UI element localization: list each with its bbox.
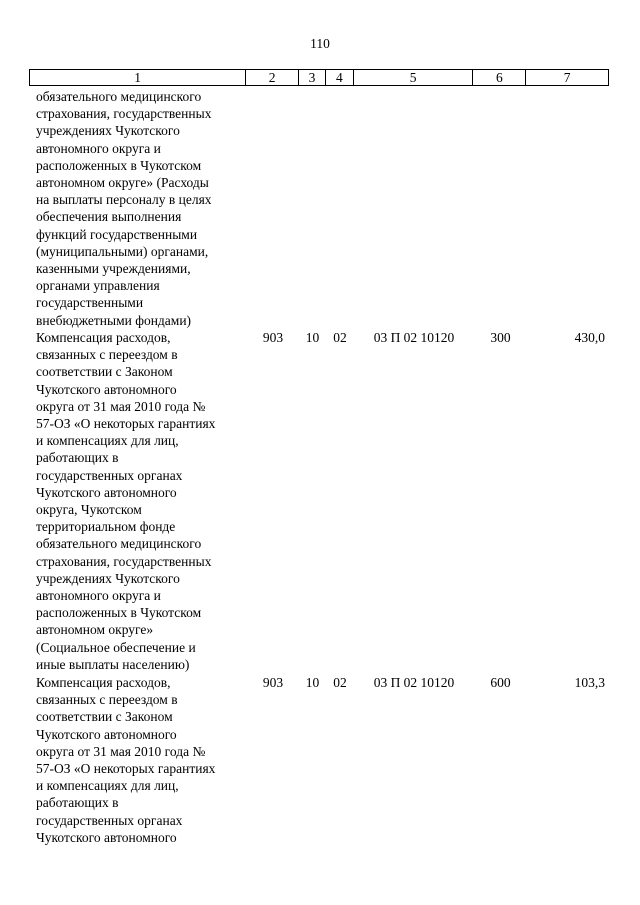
row-target-article: 03 П 02 10120 xyxy=(373,330,455,345)
column-header-7: 7 xyxy=(563,70,571,85)
row-expense-type: 300 xyxy=(490,330,511,345)
row-amount: 430,0 xyxy=(574,330,605,345)
column-header-5: 5 xyxy=(354,70,474,85)
row-subsection: 02 xyxy=(333,330,347,345)
column-header-3: 3 xyxy=(299,70,326,85)
continuation-text: обязательного медицинского страхования, государственных учреждениях Чукотского автономного округа и расположенных в Чукотском автономном округе» (Расходы на выплаты персоналу в целях обеспечения выполнения функций государственными (муниципальными) органами, казенными учреждениями, органами управления государственными внебюджетными фондами) xyxy=(36,89,212,328)
row-section: 10 xyxy=(305,675,320,690)
column-header-2: 2 xyxy=(246,70,299,85)
row-admin-code: 903 xyxy=(262,330,284,345)
row-name: Компенсация расходов, связанных с переездом в соответствии с Законом Чукотского автономного округа от 31 мая 2010 года № 57-ОЗ «О некоторых гарантиях и компенсациях для лиц, работающих в государственных органах Чукотского автономного округа, Чукотском территориальном фонде обязательного медицинского страхования, государственных учреждениях Чукотского автономного округа и расположенных в Чукотском автономном округе» (Социальное обеспечение и иные выплаты населению) xyxy=(36,330,216,672)
column-header-6: 6 xyxy=(473,70,526,85)
column-header-1: 1 xyxy=(30,70,246,85)
row-target-article: 03 П 02 10120 xyxy=(373,675,455,690)
page-number: 110 xyxy=(310,36,330,51)
row-subsection: 02 xyxy=(333,675,347,690)
column-header-4: 4 xyxy=(326,70,354,85)
row-section: 10 xyxy=(305,330,320,345)
row-expense-type: 600 xyxy=(490,675,511,690)
row-name: Компенсация расходов, связанных с переездом в соответствии с Законом Чукотского автономного округа от 31 мая 2010 года № 57-ОЗ «О некоторых гарантиях и компенсациях для лиц, работающих в государственных органах Чукотского автономного xyxy=(36,675,216,845)
row-admin-code: 903 xyxy=(262,675,284,690)
table-header-row xyxy=(29,69,609,86)
row-amount: 103,3 xyxy=(574,675,605,690)
